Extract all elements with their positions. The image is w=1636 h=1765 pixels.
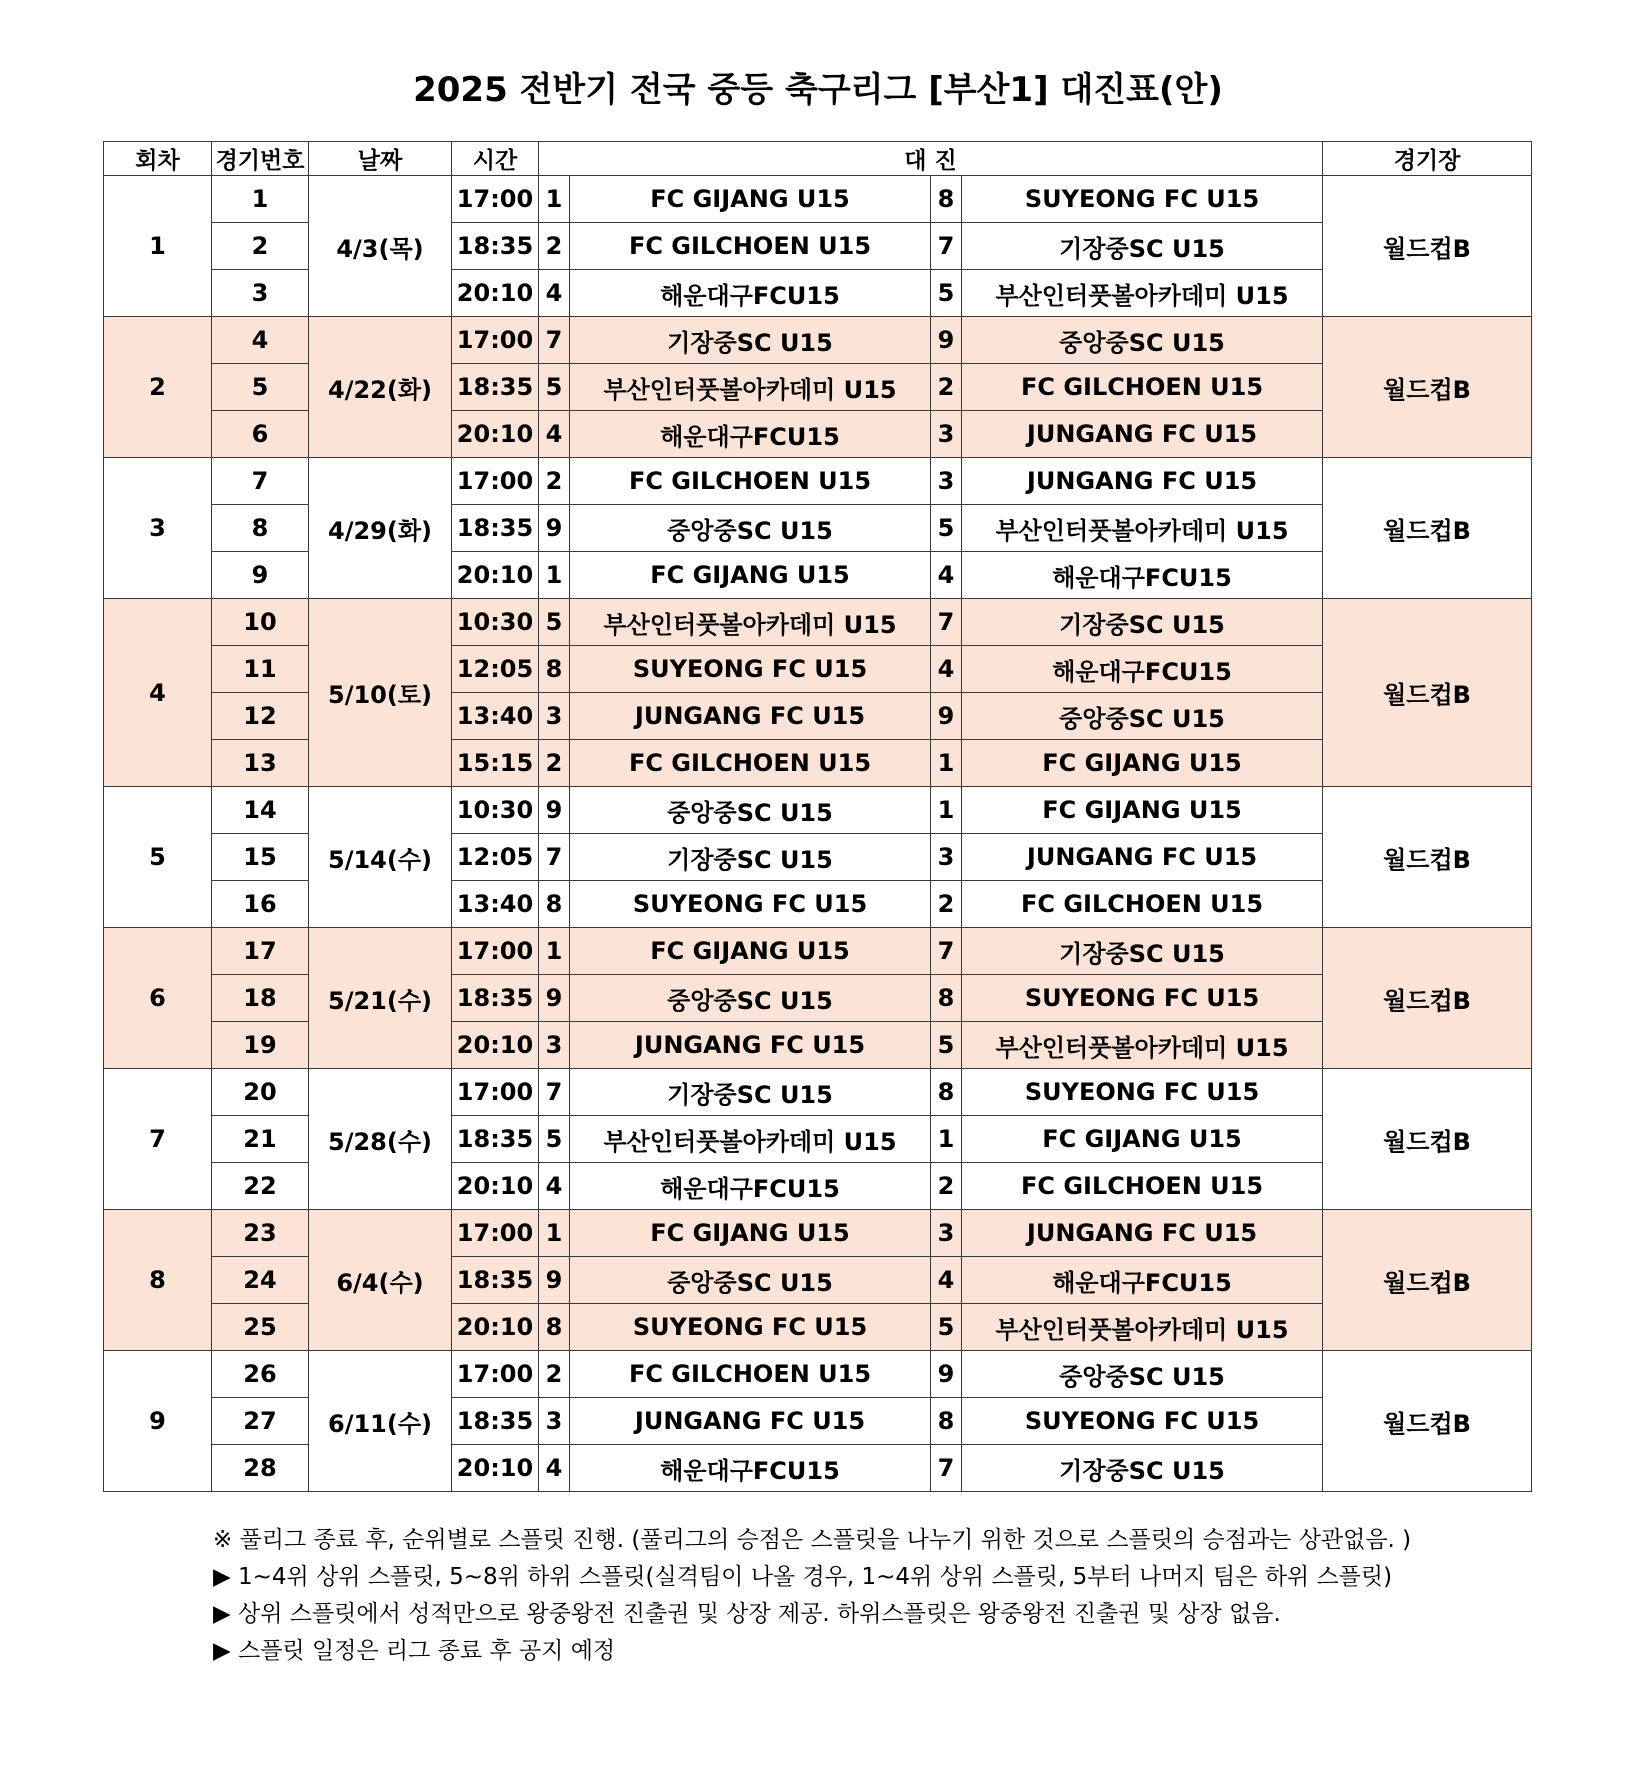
time-cell: 20:10 [452, 270, 539, 317]
time-cell: 18:35 [452, 505, 539, 552]
time-cell: 12:05 [452, 834, 539, 881]
home-seed-cell: 9 [539, 975, 570, 1022]
home-team-cell: 해운대구FCU15 [570, 270, 931, 317]
away-seed-cell: 8 [931, 1069, 962, 1116]
match-no-cell: 22 [212, 1163, 309, 1210]
venue-cell: 월드컵B [1323, 1351, 1532, 1492]
away-seed-cell: 5 [931, 1022, 962, 1069]
home-seed-cell: 4 [539, 1445, 570, 1492]
away-seed-cell: 4 [931, 646, 962, 693]
away-team-cell: SUYEONG FC U15 [962, 975, 1323, 1022]
away-team-cell: FC GILCHOEN U15 [962, 881, 1323, 928]
time-cell: 18:35 [452, 1398, 539, 1445]
round-cell: 7 [104, 1069, 212, 1210]
home-team-cell: 기장중SC U15 [570, 1069, 931, 1116]
away-seed-cell: 8 [931, 176, 962, 223]
time-cell: 17:00 [452, 176, 539, 223]
header-date: 날짜 [309, 142, 452, 176]
table-row [104, 317, 1532, 364]
away-team-cell: FC GILCHOEN U15 [962, 1163, 1323, 1210]
home-team-cell: FC GILCHOEN U15 [570, 1351, 931, 1398]
venue-cell: 월드컵B [1323, 1210, 1532, 1351]
match-no-cell: 24 [212, 1257, 309, 1304]
away-seed-cell: 7 [931, 928, 962, 975]
home-seed-cell: 2 [539, 1351, 570, 1398]
away-seed-cell: 4 [931, 1257, 962, 1304]
time-cell: 17:00 [452, 458, 539, 505]
away-team-cell: JUNGANG FC U15 [962, 834, 1323, 881]
home-seed-cell: 5 [539, 364, 570, 411]
time-cell: 20:10 [452, 1163, 539, 1210]
away-team-cell: 중앙중SC U15 [962, 317, 1323, 364]
note-line: ▶ 상위 스플릿에서 성적만으로 왕중왕전 진출권 및 상장 제공. 하위스플릿은 왕중왕전 진출권 및 상장 없음. [213, 1601, 1281, 1627]
round-cell: 3 [104, 458, 212, 599]
match-no-cell: 4 [212, 317, 309, 364]
table-row [104, 599, 1532, 646]
away-seed-cell: 1 [931, 1116, 962, 1163]
time-cell: 18:35 [452, 1257, 539, 1304]
home-team-cell: JUNGANG FC U15 [570, 1398, 931, 1445]
home-seed-cell: 2 [539, 458, 570, 505]
away-team-cell: FC GILCHOEN U15 [962, 364, 1323, 411]
venue-cell: 월드컵B [1323, 787, 1532, 928]
match-no-cell: 20 [212, 1069, 309, 1116]
away-seed-cell: 5 [931, 505, 962, 552]
match-no-cell: 18 [212, 975, 309, 1022]
match-no-cell: 26 [212, 1351, 309, 1398]
home-seed-cell: 3 [539, 693, 570, 740]
home-team-cell: FC GILCHOEN U15 [570, 740, 931, 787]
home-team-cell: 중앙중SC U15 [570, 975, 931, 1022]
home-team-cell: 중앙중SC U15 [570, 505, 931, 552]
header-row [104, 142, 1532, 176]
match-no-cell: 28 [212, 1445, 309, 1492]
header-time: 시간 [452, 142, 539, 176]
venue-cell: 월드컵B [1323, 458, 1532, 599]
home-seed-cell: 8 [539, 646, 570, 693]
away-team-cell: 중앙중SC U15 [962, 693, 1323, 740]
home-team-cell: 부산인터풋볼아카데미 U15 [570, 599, 931, 646]
table-row [104, 1069, 1532, 1116]
match-no-cell: 10 [212, 599, 309, 646]
time-cell: 20:10 [452, 1304, 539, 1351]
match-no-cell: 6 [212, 411, 309, 458]
home-seed-cell: 1 [539, 1210, 570, 1257]
away-team-cell: FC GIJANG U15 [962, 1116, 1323, 1163]
home-team-cell: FC GIJANG U15 [570, 928, 931, 975]
away-team-cell: FC GIJANG U15 [962, 740, 1323, 787]
page-title: 2025 전반기 전국 중등 축구리그 [부산1] 대진표(안) [413, 70, 1223, 110]
schedule-table [103, 141, 1532, 1492]
home-team-cell: SUYEONG FC U15 [570, 881, 931, 928]
home-seed-cell: 7 [539, 1069, 570, 1116]
home-seed-cell: 4 [539, 270, 570, 317]
match-no-cell: 14 [212, 787, 309, 834]
away-team-cell: 부산인터풋볼아카데미 U15 [962, 505, 1323, 552]
round-cell: 4 [104, 599, 212, 787]
time-cell: 15:15 [452, 740, 539, 787]
table-row [104, 1210, 1532, 1257]
note-line: ▶ 1~4위 상위 스플릿, 5~8위 하위 스플릿(실격팀이 나올 경우, 1~4위 상위 스플릿, 5부터 나머지 팀은 하위 스플릿) [213, 1564, 1393, 1590]
home-seed-cell: 8 [539, 881, 570, 928]
away-seed-cell: 5 [931, 270, 962, 317]
home-team-cell: 중앙중SC U15 [570, 1257, 931, 1304]
time-cell: 17:00 [452, 1210, 539, 1257]
venue-cell: 월드컵B [1323, 1069, 1532, 1210]
notes-section [213, 1522, 1411, 1670]
away-seed-cell: 8 [931, 1398, 962, 1445]
match-no-cell: 17 [212, 928, 309, 975]
match-no-cell: 27 [212, 1398, 309, 1445]
time-cell: 12:05 [452, 646, 539, 693]
away-team-cell: JUNGANG FC U15 [962, 411, 1323, 458]
away-seed-cell: 3 [931, 1210, 962, 1257]
time-cell: 13:40 [452, 693, 539, 740]
home-seed-cell: 1 [539, 552, 570, 599]
round-cell: 5 [104, 787, 212, 928]
away-seed-cell: 4 [931, 552, 962, 599]
home-seed-cell: 5 [539, 599, 570, 646]
match-no-cell: 25 [212, 1304, 309, 1351]
home-team-cell: FC GILCHOEN U15 [570, 458, 931, 505]
time-cell: 17:00 [452, 317, 539, 364]
home-seed-cell: 8 [539, 1304, 570, 1351]
away-team-cell: 부산인터풋볼아카데미 U15 [962, 270, 1323, 317]
venue-cell: 월드컵B [1323, 928, 1532, 1069]
time-cell: 20:10 [452, 1445, 539, 1492]
round-cell: 8 [104, 1210, 212, 1351]
round-cell: 2 [104, 317, 212, 458]
away-team-cell: 기장중SC U15 [962, 223, 1323, 270]
home-team-cell: JUNGANG FC U15 [570, 1022, 931, 1069]
match-no-cell: 19 [212, 1022, 309, 1069]
table-row [104, 458, 1532, 505]
away-seed-cell: 1 [931, 787, 962, 834]
home-team-cell: 해운대구FCU15 [570, 1445, 931, 1492]
away-seed-cell: 2 [931, 1163, 962, 1210]
time-cell: 20:10 [452, 1022, 539, 1069]
venue-cell: 월드컵B [1323, 317, 1532, 458]
home-team-cell: SUYEONG FC U15 [570, 646, 931, 693]
home-team-cell: 해운대구FCU15 [570, 1163, 931, 1210]
home-team-cell: 기장중SC U15 [570, 834, 931, 881]
home-team-cell: FC GILCHOEN U15 [570, 223, 931, 270]
away-seed-cell: 8 [931, 975, 962, 1022]
home-team-cell: 부산인터풋볼아카데미 U15 [570, 364, 931, 411]
note-line: ▶ 스플릿 일정은 리그 종료 후 공지 예정 [213, 1638, 616, 1664]
home-team-cell: FC GIJANG U15 [570, 552, 931, 599]
home-seed-cell: 9 [539, 787, 570, 834]
home-team-cell: JUNGANG FC U15 [570, 693, 931, 740]
date-cell: 4/29(화) [309, 458, 452, 599]
date-cell: 6/4(수) [309, 1210, 452, 1351]
away-team-cell: 기장중SC U15 [962, 928, 1323, 975]
time-cell: 20:10 [452, 552, 539, 599]
venue-cell: 월드컵B [1323, 599, 1532, 787]
home-team-cell: FC GIJANG U15 [570, 176, 931, 223]
home-seed-cell: 4 [539, 1163, 570, 1210]
home-team-cell: FC GIJANG U15 [570, 1210, 931, 1257]
home-seed-cell: 2 [539, 223, 570, 270]
round-cell: 1 [104, 176, 212, 317]
home-seed-cell: 7 [539, 317, 570, 364]
away-seed-cell: 1 [931, 740, 962, 787]
home-team-cell: 부산인터풋볼아카데미 U15 [570, 1116, 931, 1163]
home-team-cell: 기장중SC U15 [570, 317, 931, 364]
time-cell: 10:30 [452, 599, 539, 646]
away-seed-cell: 3 [931, 411, 962, 458]
date-cell: 5/10(토) [309, 599, 452, 787]
home-seed-cell: 9 [539, 505, 570, 552]
table-row [104, 928, 1532, 975]
match-no-cell: 23 [212, 1210, 309, 1257]
match-no-cell: 12 [212, 693, 309, 740]
header-matchup: 대 진 [539, 142, 1323, 176]
away-team-cell: 기장중SC U15 [962, 599, 1323, 646]
round-cell: 9 [104, 1351, 212, 1492]
away-team-cell: SUYEONG FC U15 [962, 1069, 1323, 1116]
away-seed-cell: 7 [931, 599, 962, 646]
home-seed-cell: 2 [539, 740, 570, 787]
time-cell: 18:35 [452, 975, 539, 1022]
away-seed-cell: 7 [931, 223, 962, 270]
away-seed-cell: 3 [931, 458, 962, 505]
time-cell: 17:00 [452, 928, 539, 975]
date-cell: 5/28(수) [309, 1069, 452, 1210]
match-no-cell: 5 [212, 364, 309, 411]
date-cell: 5/21(수) [309, 928, 452, 1069]
away-team-cell: 중앙중SC U15 [962, 1351, 1323, 1398]
match-no-cell: 2 [212, 223, 309, 270]
away-team-cell: 기장중SC U15 [962, 1445, 1323, 1492]
away-seed-cell: 2 [931, 881, 962, 928]
date-cell: 6/11(수) [309, 1351, 452, 1492]
table-row [104, 787, 1532, 834]
home-seed-cell: 1 [539, 176, 570, 223]
home-team-cell: 중앙중SC U15 [570, 787, 931, 834]
away-team-cell: FC GIJANG U15 [962, 787, 1323, 834]
home-team-cell: SUYEONG FC U15 [570, 1304, 931, 1351]
away-team-cell: 해운대구FCU15 [962, 646, 1323, 693]
match-no-cell: 7 [212, 458, 309, 505]
match-no-cell: 21 [212, 1116, 309, 1163]
header-match-no: 경기번호 [212, 142, 309, 176]
away-team-cell: 부산인터풋볼아카데미 U15 [962, 1304, 1323, 1351]
away-team-cell: 해운대구FCU15 [962, 552, 1323, 599]
match-no-cell: 16 [212, 881, 309, 928]
away-seed-cell: 2 [931, 364, 962, 411]
time-cell: 18:35 [452, 364, 539, 411]
match-no-cell: 15 [212, 834, 309, 881]
time-cell: 18:35 [452, 1116, 539, 1163]
away-seed-cell: 9 [931, 317, 962, 364]
table-row [104, 176, 1532, 223]
note-line: ※ 풀리그 종료 후, 순위별로 스플릿 진행. (풀리그의 승점은 스플릿을 나누기 위한 것으로 스플릿의 승점과는 상관없음. ) [213, 1527, 1412, 1553]
home-team-cell: 해운대구FCU15 [570, 411, 931, 458]
time-cell: 17:00 [452, 1069, 539, 1116]
away-seed-cell: 3 [931, 834, 962, 881]
away-team-cell: SUYEONG FC U15 [962, 1398, 1323, 1445]
away-team-cell: JUNGANG FC U15 [962, 458, 1323, 505]
away-seed-cell: 7 [931, 1445, 962, 1492]
away-team-cell: SUYEONG FC U15 [962, 176, 1323, 223]
match-no-cell: 3 [212, 270, 309, 317]
date-cell: 4/22(화) [309, 317, 452, 458]
away-seed-cell: 9 [931, 1351, 962, 1398]
match-no-cell: 11 [212, 646, 309, 693]
away-seed-cell: 5 [931, 1304, 962, 1351]
away-team-cell: JUNGANG FC U15 [962, 1210, 1323, 1257]
home-seed-cell: 5 [539, 1116, 570, 1163]
round-cell: 6 [104, 928, 212, 1069]
home-seed-cell: 1 [539, 928, 570, 975]
time-cell: 17:00 [452, 1351, 539, 1398]
time-cell: 10:30 [452, 787, 539, 834]
home-seed-cell: 7 [539, 834, 570, 881]
time-cell: 18:35 [452, 223, 539, 270]
time-cell: 13:40 [452, 881, 539, 928]
match-no-cell: 8 [212, 505, 309, 552]
home-seed-cell: 3 [539, 1022, 570, 1069]
away-seed-cell: 9 [931, 693, 962, 740]
date-cell: 4/3(목) [309, 176, 452, 317]
table-row [104, 1351, 1532, 1398]
home-seed-cell: 4 [539, 411, 570, 458]
match-no-cell: 13 [212, 740, 309, 787]
header-round: 회차 [104, 142, 212, 176]
home-seed-cell: 3 [539, 1398, 570, 1445]
match-no-cell: 9 [212, 552, 309, 599]
match-no-cell: 1 [212, 176, 309, 223]
time-cell: 20:10 [452, 411, 539, 458]
away-team-cell: 부산인터풋볼아카데미 U15 [962, 1022, 1323, 1069]
venue-cell: 월드컵B [1323, 176, 1532, 317]
header-venue: 경기장 [1323, 142, 1532, 176]
away-team-cell: 해운대구FCU15 [962, 1257, 1323, 1304]
date-cell: 5/14(수) [309, 787, 452, 928]
home-seed-cell: 9 [539, 1257, 570, 1304]
